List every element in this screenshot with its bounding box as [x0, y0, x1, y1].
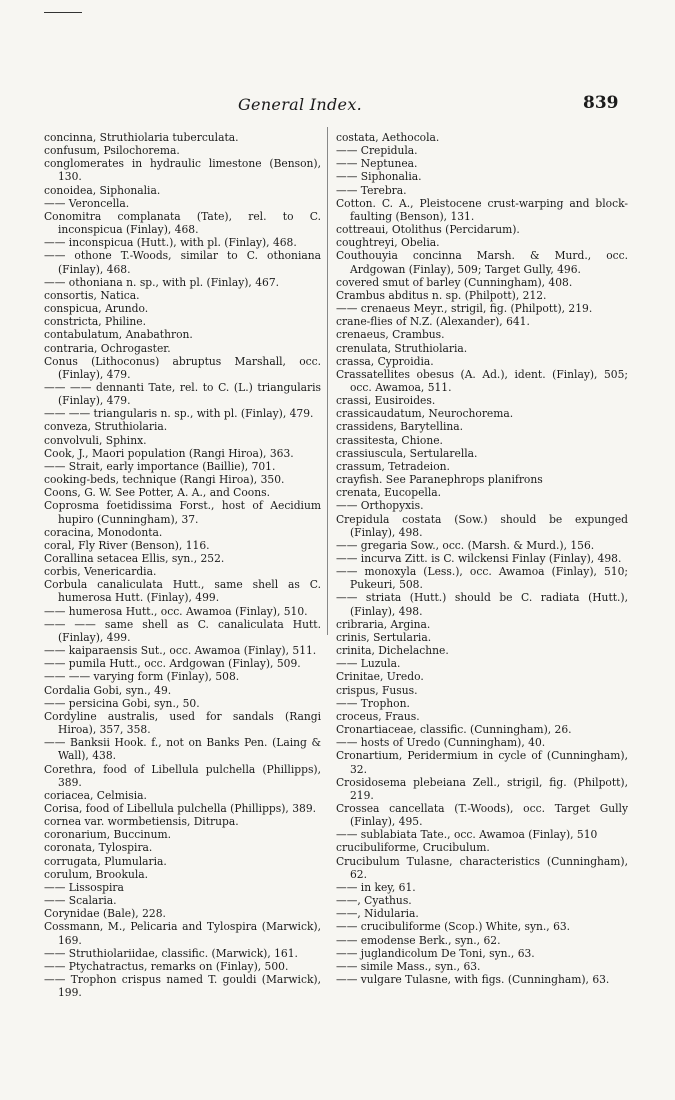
index-entry: —— simile Mass., syn., 63.	[336, 959, 481, 973]
column-divider	[327, 127, 328, 635]
index-entry: —— Strait, early importance (Baillie), 701.	[44, 459, 276, 473]
index-entry: —— Veroncella.	[44, 196, 130, 210]
index-entry: conspicua, Arundo.	[44, 302, 149, 316]
index-entry: —— emodense Berk., syn., 62.	[336, 933, 501, 947]
index-entry: —— Neptunea.	[336, 157, 418, 171]
index-entry: crane-flies of N.Z. (Alexander), 641.	[336, 315, 530, 329]
index-entry: —— kaiparaensis Sut., occ. Awamoa (Finlay), 511.	[44, 644, 317, 658]
index-entry: —— Scalaria.	[44, 894, 117, 908]
running-head: General Index.	[237, 95, 363, 114]
index-entry: —— incurva Zitt. is C. wilckensi Finlay (Finlay), 498.	[336, 552, 622, 565]
index-entry: Crucibulum Tulasne, characteristics (Cunningham), 62.	[336, 854, 628, 881]
index-entry: Cotton. C. A., Pleistocene crust-warping and block-faulting (Benson), 131.	[336, 196, 628, 223]
index-entry: —— pumila Hutt., occ. Ardgowan (Finlay), 509.	[44, 657, 301, 671]
index-entry: crassa, Cyproidia.	[336, 354, 434, 368]
index-entry: costata, Aethocola.	[336, 131, 440, 144]
index-entry: —— hosts of Uredo (Cunningham), 40.	[336, 736, 546, 750]
index-entry: —— crucibuliforme (Scop.) White, syn., 63.	[336, 920, 571, 934]
index-entry: Coprosma foetidissima Forst., host of Aecidium hupiro (Cunningham), 37.	[44, 499, 321, 526]
index-column-right	[336, 131, 628, 986]
index-entry: crenata, Eucopella.	[336, 486, 442, 500]
index-entry: —— Siphonalia.	[336, 170, 422, 184]
index-entry: constricta, Philine.	[44, 315, 146, 329]
index-entry: crayfish. See Paranephrops planifrons	[336, 473, 543, 487]
index-entry: —— Luzula.	[336, 657, 401, 671]
index-entry: —— monoxyla (Less.), occ. Awamoa (Finlay), 510; Pukeuri, 508.	[336, 565, 628, 592]
index-entry: —— gregaria Sow., occ. (Marsh. & Murd.), 156.	[336, 538, 595, 552]
index-entry: —— crenaeus Meyr., strigil, fig. (Philpott), 219.	[336, 302, 593, 316]
index-entry: corrugata, Plumularia.	[44, 854, 167, 868]
index-entry: Corisa, food of Libellula pulchella (Phillipps), 389.	[44, 801, 317, 815]
index-entry: conoidea, Siphonalia.	[44, 183, 161, 197]
index-entry: —— Orthopyxis.	[336, 499, 424, 513]
index-entry: crassitesta, Chione.	[336, 433, 443, 447]
index-entry: crassicaudatum, Neurochorema.	[336, 407, 514, 421]
index-entry: Crossea cancellata (T.-Woods), occ. Target Gully (Finlay), 495.	[336, 801, 628, 829]
index-entry: —— Crepidula.	[336, 144, 418, 158]
index-entry: Crambus abditus n. sp. (Philpott), 212.	[336, 288, 547, 302]
index-entry: covered smut of barley (Cunningham), 408.	[336, 275, 573, 289]
index-entry: Cronartiaceae, classific. (Cunningham), 26.	[336, 723, 572, 737]
index-entry: Crassatellites obesus (A. Ad.), ident. (Finlay), 505; occ. Awamoa, 511.	[336, 367, 628, 394]
index-entry: Corallina setacea Ellis, syn., 252.	[44, 552, 225, 565]
index-entry: —— vulgare Tulasne, with figs. (Cunningham), 63.	[336, 973, 610, 986]
index-entry: —— sublabiata Tate., occ. Awamoa (Finlay), 510	[336, 828, 598, 842]
index-entry: —— persicina Gobi, syn., 50.	[44, 696, 200, 710]
index-entry: crinis, Sertularia.	[336, 630, 432, 644]
index-entry: Corethra, food of Libellula pulchella (Phillipps), 389.	[44, 762, 321, 789]
page-number: 839	[583, 93, 619, 113]
index-entry: cornea var. wormbetiensis, Ditrupa.	[44, 815, 239, 829]
index-entry: crenaeus, Crambus.	[336, 328, 445, 342]
index-entry: corbis, Venericardia.	[44, 565, 157, 579]
index-entry: —— —— varying form (Finlay), 508.	[44, 670, 240, 684]
index-entry: Conus (Lithoconus) abruptus Marshall, occ. (Finlay), 479.	[44, 354, 321, 381]
index-entry: —— Lissospira	[44, 880, 124, 894]
index-entry: crassidens, Barytellina.	[336, 420, 464, 434]
index-entry: conveza, Struthiolaria.	[44, 420, 168, 434]
index-entry: contabulatum, Anabathron.	[44, 328, 193, 342]
index-entry: —— striata (Hutt.) should be C. radiata (Hutt.), (Finlay), 498.	[336, 591, 628, 618]
top-rule	[44, 12, 82, 13]
index-entry: coral, Fly River (Benson), 116.	[44, 538, 210, 552]
index-column-left	[44, 131, 321, 999]
index-entry: —— Trophon.	[336, 696, 410, 710]
index-entry: croceus, Fraus.	[336, 709, 420, 723]
index-entry: concinna, Struthiolaria tuberculata.	[44, 131, 239, 144]
index-entry: contraria, Ochrogaster.	[44, 341, 171, 355]
index-entry: —— Terebra.	[336, 183, 407, 197]
index-entry: Conomitra complanata (Tate), rel. to C. inconspicua (Finlay), 468.	[44, 209, 321, 237]
index-entry: coracina, Monodonta.	[44, 525, 163, 539]
index-entry: coronata, Tylospira.	[44, 841, 153, 855]
index-entry: —— Trophon crispus named T. gouldi (Marwick), 199.	[44, 973, 321, 1000]
index-entry: —— inconspicua (Hutt.), with pl. (Finlay), 468.	[44, 236, 297, 250]
index-entry: Cook, J., Maori population (Rangi Hiroa), 363.	[44, 446, 294, 460]
index-entry: —— —— same shell as C. canaliculata Hutt. (Finlay), 499.	[44, 617, 321, 644]
index-entry: conglomerates in hydraulic limestone (Benson), 130.	[44, 157, 321, 184]
index-entry: Cordalia Gobi, syn., 49.	[44, 683, 172, 697]
index-entry: crenulata, Struthiolaria.	[336, 341, 468, 355]
index-entry: —— in key, 61.	[336, 880, 416, 894]
index-entry: crispus, Fusus.	[336, 683, 418, 697]
index-entry: crassiuscula, Sertularella.	[336, 446, 478, 460]
index-entry: convolvuli, Sphinx.	[44, 433, 147, 447]
index-entry: —— Struthiolariidae, classific. (Marwick), 161.	[44, 946, 298, 960]
index-entry: crinita, Dichelachne.	[336, 644, 449, 658]
index-entry: Corynidae (Bale), 228.	[44, 907, 166, 921]
index-entry: Coons, G. W. See Potter, A. A., and Coons.	[44, 486, 270, 500]
index-entry: Crepidula costata (Sow.) should be expunged (Finlay), 498.	[336, 512, 628, 539]
index-entry: Crosidosema plebeiana Zell., strigil, fig. (Philpott), 219.	[336, 775, 628, 802]
index-entry: —— Banksii Hook. f., not on Banks Pen. (Laing & Wall), 438.	[44, 736, 321, 763]
index-entry: —— humerosa Hutt., occ. Awamoa (Finlay), 510.	[44, 604, 308, 618]
index-entry: —— Ptychatractus, remarks on (Finlay), 500.	[44, 959, 289, 973]
index-entry: coronarium, Buccinum.	[44, 828, 171, 842]
index-entry: corulum, Brookula.	[44, 867, 149, 881]
index-entry: —— othoniana n. sp., with pl. (Finlay), 467.	[44, 275, 280, 289]
index-entry: crucibuliforme, Crucibulum.	[336, 841, 490, 855]
index-entry: Couthouyia concinna Marsh. & Murd., occ. Ardgowan (Finlay), 509; Target Gully, 496.	[336, 249, 628, 276]
index-entry: coughtreyi, Obelia.	[336, 236, 440, 250]
index-entry: cottreaui, Otolithus (Percidarum).	[336, 223, 520, 237]
index-entry: cooking-beds, technique (Rangi Hiroa), 350.	[44, 473, 285, 487]
index-entry: crassum, Tetradeion.	[336, 459, 450, 473]
index-entry: ——, Cyathus.	[336, 894, 412, 908]
index-entry: confusum, Psilochorema.	[44, 144, 180, 158]
index-entry: —— juglandicolum De Toni, syn., 63.	[336, 946, 535, 960]
index-entry: consortis, Natica.	[44, 288, 140, 302]
index-entry: Cossmann, M., Pelicaria and Tylospira (Marwick), 169.	[44, 920, 321, 947]
index-entry: coriacea, Celmisia.	[44, 788, 147, 802]
index-entry: ——, Nidularia.	[336, 907, 419, 921]
index-entry: crassi, Eusiroides.	[336, 394, 436, 408]
index-entry: Cordyline australis, used for sandals (Rangi Hiroa), 357, 358.	[44, 709, 321, 737]
index-entry: —— —— dennanti Tate, rel. to C. (L.) triangularis (Finlay), 479.	[44, 380, 321, 408]
index-entry: —— —— triangularis n. sp., with pl. (Finlay), 479.	[44, 407, 314, 421]
index-entry: cribraria, Argina.	[336, 617, 431, 631]
index-entry: Corbula canaliculata Hutt., same shell as C. humerosa Hutt. (Finlay), 499.	[44, 578, 321, 605]
index-entry: —— othone T.-Woods, similar to C. othoniana (Finlay), 468.	[44, 249, 321, 276]
index-entry: Crinitae, Uredo.	[336, 670, 424, 684]
index-entry: Cronartium, Peridermium in cycle of (Cunningham), 32.	[336, 749, 628, 776]
